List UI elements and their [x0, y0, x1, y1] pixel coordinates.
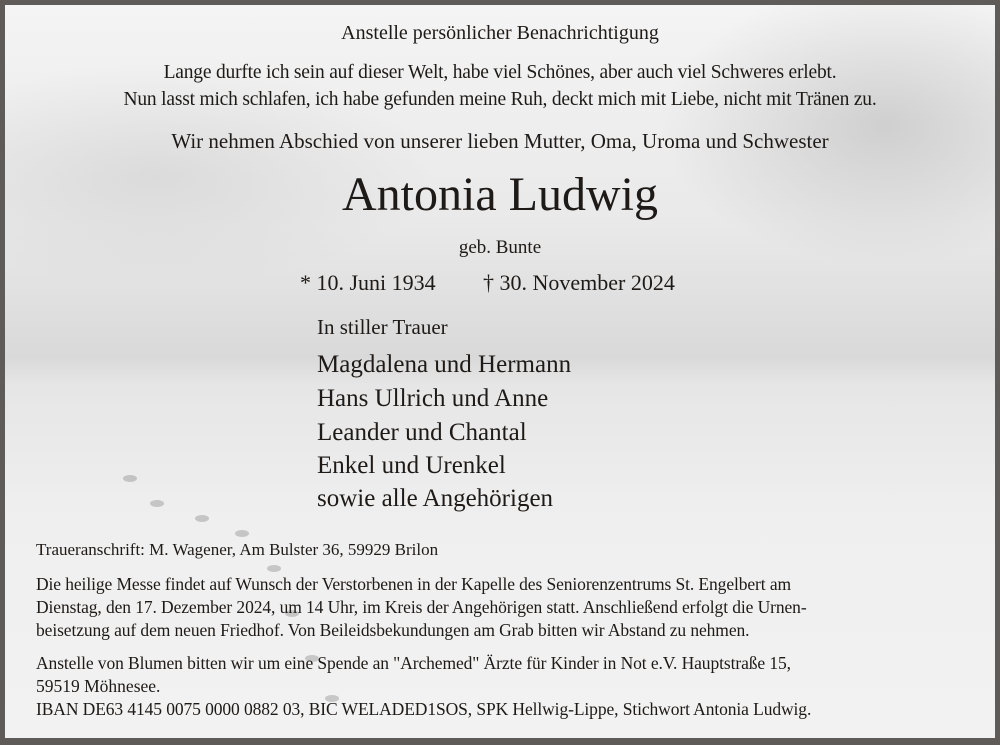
bank-details: IBAN DE63 4145 0075 0000 0882 03, BIC WELADED1SOS, SPK Hellwig-Lippe, Stichwort Antonia Ludwig.	[36, 699, 812, 719]
mass-info-line: beisetzung auf dem neuen Friedhof. Von Beileidsbekundungen am Grab bitten wir Abstand zu nehmen.	[36, 620, 750, 640]
poem-line-1: Lange durfte ich sein auf dieser Welt, habe viel Schönes, aber auch viel Schweres erlebt.	[163, 62, 837, 83]
mass-info-line: Dienstag, den 17. Dezember 2024, um 14 Uhr, im Kreis der Angehörigen statt. Anschließend erfolgt die Urnen-	[36, 597, 807, 617]
deceased-name: Antonia Ludwig	[342, 168, 658, 221]
mourner-name: Enkel und Urenkel	[317, 452, 506, 479]
obituary-notice	[5, 5, 995, 738]
maiden-name: geb. Bunte	[458, 237, 542, 258]
donation-line: Anstelle von Blumen bitten wir um eine Spende an "Archemed" Ärzte für Kinder in Not e.V. Hauptstraße 15,	[36, 653, 791, 673]
mourner-name: sowie alle Angehörigen	[317, 485, 554, 512]
mourner-name: Hans Ullrich und Anne	[317, 385, 549, 412]
mass-info-line: Die heilige Messe findet auf Wunsch der Verstorbenen in der Kapelle des Seniorenzentrums St. Engelbert am	[36, 574, 792, 594]
donation-line: 59519 Möhnesee.	[36, 676, 161, 696]
death-date: † 30. November 2024	[483, 270, 675, 295]
birth-date: * 10. Juni 1934	[300, 270, 436, 295]
mourning-address: Traueranschrift: M. Wagener, Am Bulster 36, 59929 Brilon	[36, 540, 439, 559]
mourner-name: Leander und Chantal	[317, 419, 527, 446]
poem-line-2: Nun lasst mich schlafen, ich habe gefunden meine Ruh, deckt mich mit Liebe, nicht mit Tränen zu.	[123, 89, 877, 110]
mourner-name: Magdalena und Hermann	[317, 351, 572, 378]
mourners-intro: In stiller Trauer	[317, 315, 448, 339]
farewell-line: Wir nehmen Abschied von unserer lieben Mutter, Oma, Uroma und Schwester	[171, 129, 829, 153]
notice-heading: Anstelle persönlicher Benachrichtigung	[341, 22, 659, 44]
